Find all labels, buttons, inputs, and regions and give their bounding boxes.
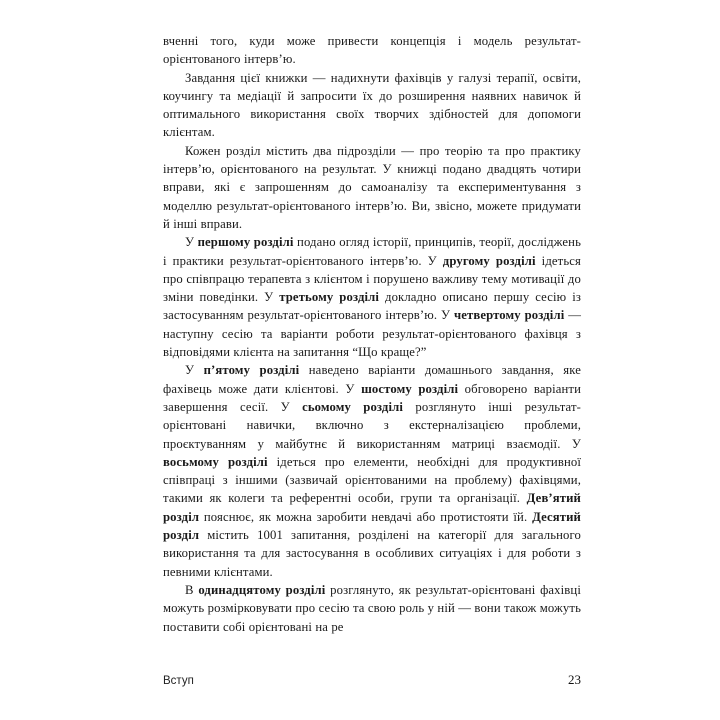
emphasis-run: першому розділі	[197, 235, 294, 250]
paragraph	[163, 69, 581, 142]
text-run: В	[185, 582, 199, 597]
text-run: містить 1001 запитання, розділені на категорії для загального використання та для застосування в особливих ситуаціях і для роботи з певними клієнтами.	[163, 528, 581, 579]
text-run: подано огляд історії, принципів, теорії, досліджень і практики результат-орієнтованого інтерв’ю. У	[163, 235, 581, 268]
body-text-column	[163, 32, 581, 636]
text-run: докладно описано першу сесію із застосуванням результат-орієнтованого інтерв’ю. У	[163, 290, 581, 323]
text-run: наведено варіанти домашнього завдання, яке фахівець може дати клієнтові. У	[163, 363, 581, 396]
emphasis-run: третьому розділі	[279, 290, 380, 305]
paragraph	[163, 581, 581, 636]
text-run: ідеться про елементи, необхідні для продуктивної співпраці з іншими (зазвичай орієнтованими на проблему) фахівцями, такими як колеги та референтні особи, групи та організації.	[163, 454, 581, 506]
page-number: 23	[568, 672, 581, 687]
text-run: вченні того, куди може привести концепція і модель результат-орієнтованого інтерв’ю.	[163, 34, 581, 67]
emphasis-run: сьомому розділі	[302, 399, 404, 414]
emphasis-run: другому розділі	[442, 253, 536, 268]
text-run: Завдання цієї книжки — надихнути фахівців у галузі терапії, освіти, коучингу та медіації й запросити їх до розширення наявних навичок й оптимального використання своїх творчих здібностей для допомоги клієнтам.	[163, 70, 581, 140]
text-run: пояснює, як можна заробити невдачі або протистояти їй.	[199, 509, 533, 524]
emphasis-run: одинадцятому розділі	[198, 582, 326, 597]
emphasis-run: Десятий розділ	[163, 509, 581, 543]
text-run: розглянуто, як результат-орієнтовані фахівці можуть розмірковувати про сесію та свою роль у ній — вони також можуть поставити собі орієнтовані на ре	[163, 582, 581, 634]
paragraph	[163, 233, 581, 361]
emphasis-run: п’ятому розділі	[203, 363, 300, 378]
emphasis-run: восьмому розділі	[163, 454, 268, 469]
paragraph	[163, 142, 581, 233]
emphasis-run: шостому розділі	[361, 381, 459, 396]
text-run: Кожен розділ містить два підрозділи — про теорію та про практику інтерв’ю, орієнтованого на результат. У книжці подано двадцять чотири вправи, які є запрошенням до самоаналізу та експериментування з моделлю результат-орієнтованого інтерв’ю. Ви, звісно, можете придумати й інші вправи.	[163, 143, 581, 231]
text-run: У	[185, 235, 198, 250]
page-footer	[163, 672, 581, 688]
text-run: У	[185, 363, 204, 378]
paragraph	[163, 361, 581, 581]
emphasis-run: четвертому розділі	[453, 308, 565, 323]
footer-running-title: Вступ	[163, 675, 194, 687]
text-run: — наступну сесію та варіанти роботи результат-орієнтованого фахівця з відповідями клієнта на запитання “Що краще?”	[163, 308, 582, 360]
emphasis-run: Дев’ятий розділ	[163, 491, 581, 524]
text-run: ідеться про співпрацю терапевта з клієнтом і порушено важливу тему мотивації до зміни поведінки. У	[163, 253, 581, 305]
text-run: обговорено варіанти завершення сесії. У	[163, 381, 581, 414]
paragraph	[163, 32, 581, 69]
text-run: розглянуто інші результат-орієнтовані навички, включно з екстерналізацією проблеми, проєктуванням у майбутнє й використанням матриці взаємодії. У	[163, 399, 582, 451]
